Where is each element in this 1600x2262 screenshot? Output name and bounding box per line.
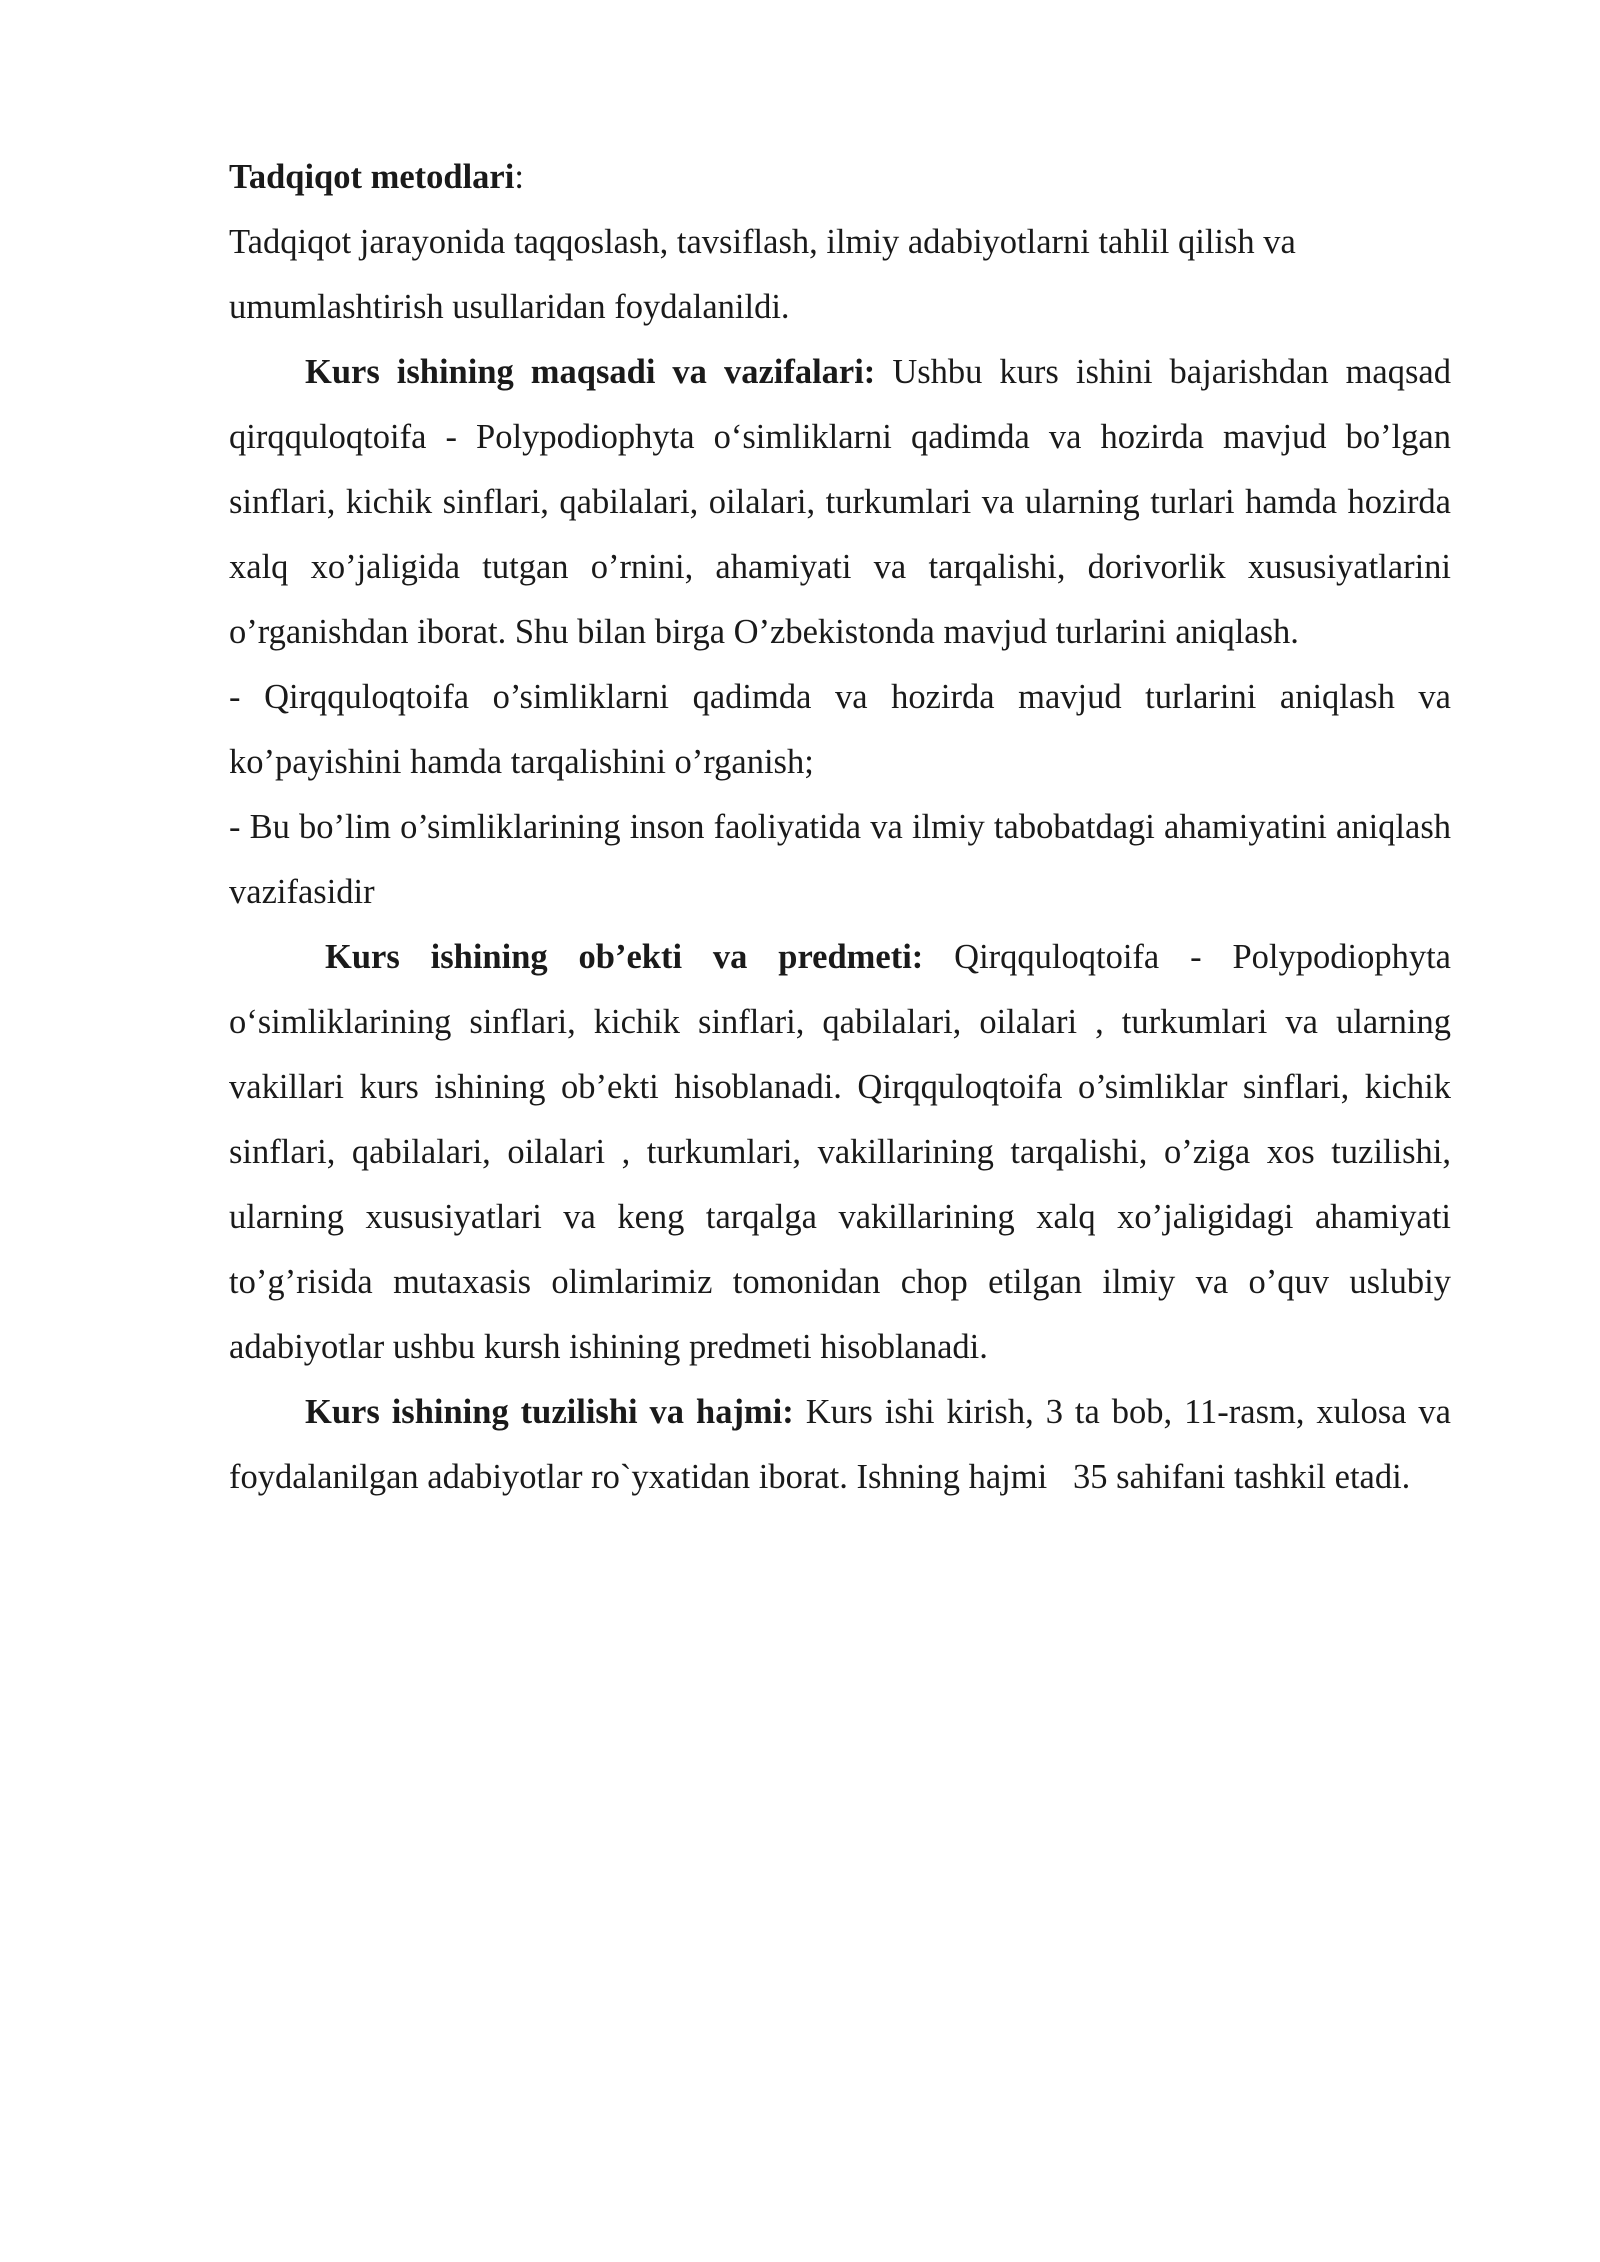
object-paragraph [229, 925, 1451, 1380]
object-label: Kurs ishining ob’ekti va predmeti: [325, 938, 924, 976]
heading-title: Tadqiqot metodlari [229, 158, 515, 196]
structure-text: Kurs ishi kirish, 3 ta bob, 11-rasm, xulosa va foydalanilgan adabiyotlar ro`yxatidan iborat. Ishning hajmi 35 sahifani tashkil etadi. [229, 1393, 1460, 1496]
task-item-1: - Qirqquloqtoifa o’simliklarni qadimda va hozirda mavjud turlarini aniqlash va ko’payishini hamda tarqalishini o’rganish; [229, 678, 1451, 781]
section-heading [229, 145, 1451, 210]
structure-label: Kurs ishining tuzilishi va hajmi: [305, 1393, 794, 1431]
task-item-2: - Bu bo’lim o’simliklarining inson faoliyatida va ilmiy tabobatdagi ahamiyatini aniqlash vazifasidir [229, 808, 1451, 911]
goal-text: Ushbu kurs ishini bajarishdan maqsad qirqquloqtoifa - Polypodiophyta o‘simliklarni qadimda va hozirda mavjud bo’lgan sinflari, kichik sinflari, qabilalari, oilalari, turkumlari va ularning turlari hamda hozirda xalq xo’jaligida tutgan o’rnini, ahamiyati va tarqalishi, dorivorlik xususiyatlarini o’rganishdan iborat. Shu bilan birga O’zbekistonda mavjud turlarini aniqlash. [229, 353, 1451, 651]
document-body [229, 145, 1460, 1510]
heading-colon: : [514, 158, 524, 196]
methods-paragraph: Tadqiqot jarayonida taqqoslash, tavsiflash, ilmiy adabiyotlarni tahlil qilish va umumlashtirish usullaridan foydalanildi. [229, 223, 1296, 326]
object-text: Qirqquloqtoifa - Polypodiophyta o‘simliklarining sinflari, kichik sinflari, qabilalari, oilalari , turkumlari va ularning vakillari kurs ishining ob’ekti hisoblanadi. Qirqquloqtoifa o’simliklar sinflari, kichik sinflari, qabilalari, oilalari , turkumlari, vakillarining tarqalishi, o’ziga xos tuzilishi, ularning xususiyatlari va keng tarqalga vakillarining xalq xo’jaligidagi ahamiyati to’g’risida mutaxasis olimlarimiz tomonidan chop etilgan ilmiy va o’quv uslubiy adabiyotlar ushbu kursh ishining predmeti hisoblanadi. [229, 938, 1451, 1366]
structure-paragraph [229, 1380, 1460, 1510]
goal-label: Kurs ishining maqsadi va vazifalari: [305, 353, 876, 391]
goal-paragraph [229, 340, 1451, 665]
